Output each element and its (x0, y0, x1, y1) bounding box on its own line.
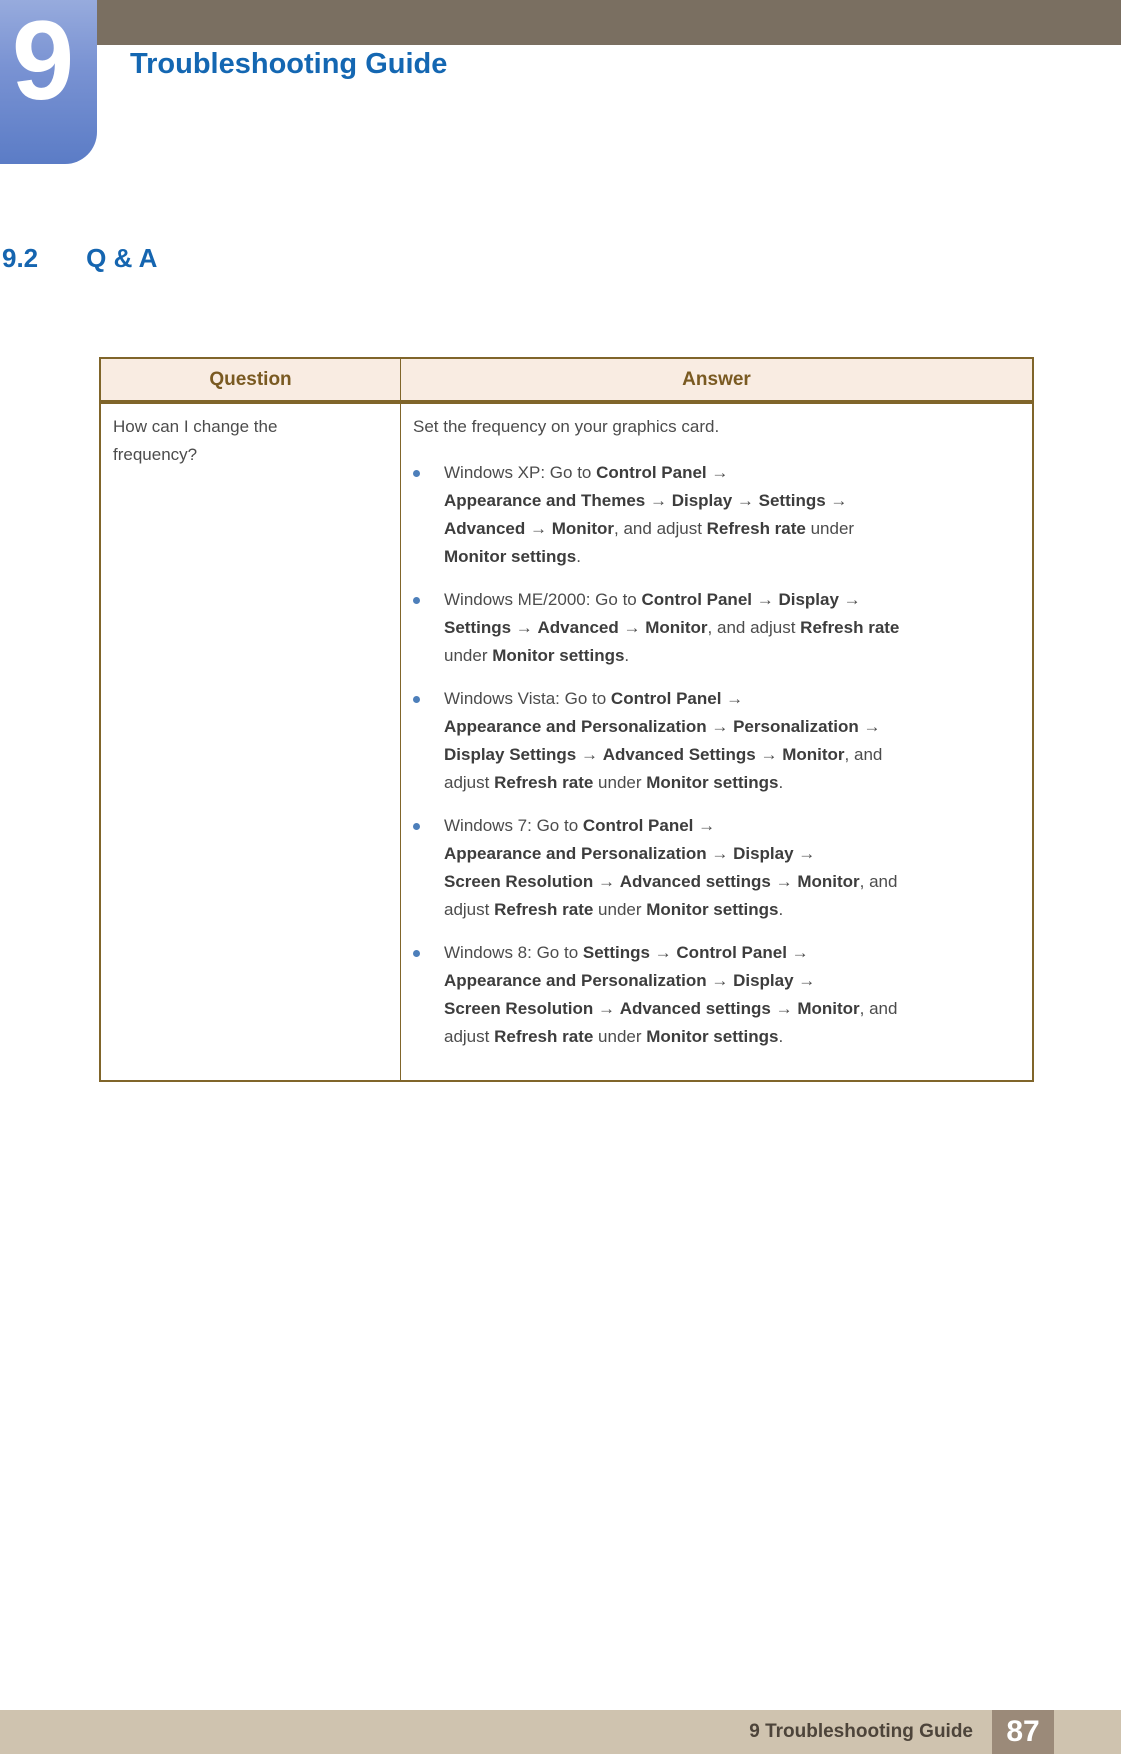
section-number: 9.2 (2, 243, 39, 273)
menu-path-segment: Settings (758, 491, 826, 510)
menu-path-segment: Display (671, 491, 733, 510)
text-segment: → (793, 971, 816, 990)
text-segment: under (805, 519, 855, 538)
menu-path-segment: Display (733, 844, 794, 863)
text-segment: , and (844, 745, 883, 764)
menu-path-segment: Monitor (782, 745, 845, 764)
text-segment: → (618, 618, 646, 637)
bullet-text (444, 586, 1018, 670)
answer-intro: Set the frequency on your graphics card. (413, 417, 720, 436)
text-segment: → (786, 943, 809, 962)
bullet-dot-icon (413, 597, 420, 604)
text-segment: , and (859, 872, 898, 891)
menu-path-segment: Display (778, 590, 839, 609)
table-header-answer: Answer (682, 369, 751, 390)
chapter-number-box (0, 0, 97, 164)
text-segment: → (752, 590, 779, 609)
menu-path-segment: Settings (582, 943, 650, 962)
text-segment: under (444, 646, 493, 665)
text-segment: → (858, 717, 881, 736)
text-segment: → (770, 872, 798, 891)
menu-path-segment: Display Settings (444, 745, 577, 764)
text-segment: → (755, 745, 783, 764)
qa-table-header-row (101, 359, 1032, 404)
text-segment: under (593, 1027, 647, 1046)
text-segment: → (706, 717, 734, 736)
menu-path-segment: Appearance and Themes (444, 491, 646, 510)
bullet-text (444, 812, 1018, 924)
chapter-header-bar (90, 0, 1121, 45)
text-segment: → (706, 971, 734, 990)
answer-bullet-item (413, 812, 1018, 924)
menu-path-segment: Monitor (645, 618, 708, 637)
text-segment: . (778, 900, 784, 919)
text-segment: → (511, 618, 538, 637)
chapter-title: Troubleshooting Guide (130, 48, 448, 80)
text-segment: . (778, 773, 784, 792)
footer-spacer (1054, 1732, 1121, 1733)
bullet-text (444, 459, 1018, 571)
menu-path-segment: Personalization (733, 717, 859, 736)
text-segment: → (645, 491, 672, 510)
text-segment: . (778, 1027, 784, 1046)
menu-path-segment: Monitor (551, 519, 615, 538)
answer-bullet-item (413, 459, 1018, 571)
menu-path-segment: Monitor settings (444, 547, 577, 566)
text-segment: → (693, 816, 716, 835)
text-segment: → (721, 689, 744, 708)
text-segment: → (825, 491, 848, 510)
bullet-text (444, 939, 1018, 1051)
text-segment: Windows 7: Go to (444, 816, 583, 835)
menu-path-segment: Monitor settings (646, 900, 779, 919)
text-segment: adjust (444, 1027, 495, 1046)
text-segment: adjust (444, 900, 495, 919)
question-line: frequency? (113, 445, 198, 464)
text-segment: adjust (444, 773, 495, 792)
text-segment: , and adjust (614, 519, 707, 538)
text-segment: → (793, 844, 816, 863)
menu-path-segment: Appearance and Personalization (444, 971, 707, 990)
answer-bullet-item (413, 685, 1018, 797)
text-segment: → (770, 999, 798, 1018)
text-segment: , and (859, 999, 898, 1018)
answer-bullet-item (413, 586, 1018, 670)
menu-path-segment: Control Panel (596, 463, 707, 482)
text-segment: . (624, 646, 630, 665)
text-segment: Windows 8: Go to (444, 943, 583, 962)
bullet-text (444, 685, 1018, 797)
menu-path-segment: Screen Resolution (444, 872, 594, 891)
text-segment: , and adjust (707, 618, 801, 637)
menu-path-segment: Control Panel (641, 590, 752, 609)
menu-path-segment: Settings (444, 618, 512, 637)
page-number-box (992, 1710, 1054, 1754)
bullet-dot-icon (413, 950, 420, 957)
menu-path-segment: Control Panel (610, 689, 722, 708)
footer-chapter-label: 9 Troubleshooting Guide (749, 1721, 973, 1742)
menu-path-segment: Refresh rate (706, 519, 806, 538)
text-segment: Windows Vista: Go to (444, 689, 611, 708)
section-title: Q & A (86, 243, 158, 273)
text-segment: under (593, 773, 647, 792)
section-heading (2, 243, 157, 274)
menu-path-segment: Monitor settings (646, 1027, 779, 1046)
menu-path-segment: Advanced (537, 618, 619, 637)
text-segment: . (576, 547, 581, 566)
question-line: How can I change the (113, 417, 278, 436)
text-segment: → (732, 491, 759, 510)
text-segment: → (576, 745, 603, 764)
menu-path-segment: Advanced Settings (602, 745, 756, 764)
table-header-question: Question (101, 359, 401, 400)
text-segment: → (649, 943, 677, 962)
menu-path-segment: Monitor settings (492, 646, 625, 665)
text-segment: Windows ME/2000: Go to (444, 590, 642, 609)
menu-path-segment: Refresh rate (494, 773, 594, 792)
menu-path-segment: Control Panel (676, 943, 787, 962)
text-segment: → (706, 463, 729, 482)
menu-path-segment: Monitor settings (646, 773, 779, 792)
question-cell (101, 404, 401, 1080)
answer-bullet-item (413, 939, 1018, 1051)
text-segment: → (593, 872, 620, 891)
menu-path-segment: Advanced settings (619, 872, 771, 891)
page-footer (0, 1710, 1121, 1754)
menu-path-segment: Refresh rate (494, 900, 594, 919)
bullet-dot-icon (413, 470, 420, 477)
page-number: 87 (1006, 1715, 1040, 1748)
text-segment: under (593, 900, 647, 919)
chapter-number: 9 (11, 0, 75, 123)
menu-path-segment: Appearance and Personalization (444, 717, 707, 736)
menu-path-segment: Advanced (444, 519, 526, 538)
menu-path-segment: Monitor (797, 872, 860, 891)
menu-path-segment: Display (733, 971, 794, 990)
menu-path-segment: Refresh rate (800, 618, 900, 637)
menu-path-segment: Advanced settings (619, 999, 771, 1018)
text-segment: → (593, 999, 620, 1018)
bullet-dot-icon (413, 823, 420, 830)
qa-table (99, 357, 1034, 1082)
menu-path-segment: Screen Resolution (444, 999, 594, 1018)
text-segment: → (525, 519, 552, 538)
qa-table-row (101, 404, 1032, 1080)
text-segment: Windows XP: Go to (444, 463, 597, 482)
text-segment: → (706, 844, 734, 863)
answer-cell (401, 404, 1032, 1080)
answer-bullet-list (413, 459, 1018, 1051)
bullet-dot-icon (413, 696, 420, 703)
menu-path-segment: Control Panel (582, 816, 694, 835)
menu-path-segment: Refresh rate (494, 1027, 594, 1046)
text-segment: → (838, 590, 861, 609)
menu-path-segment: Monitor (797, 999, 860, 1018)
menu-path-segment: Appearance and Personalization (444, 844, 707, 863)
